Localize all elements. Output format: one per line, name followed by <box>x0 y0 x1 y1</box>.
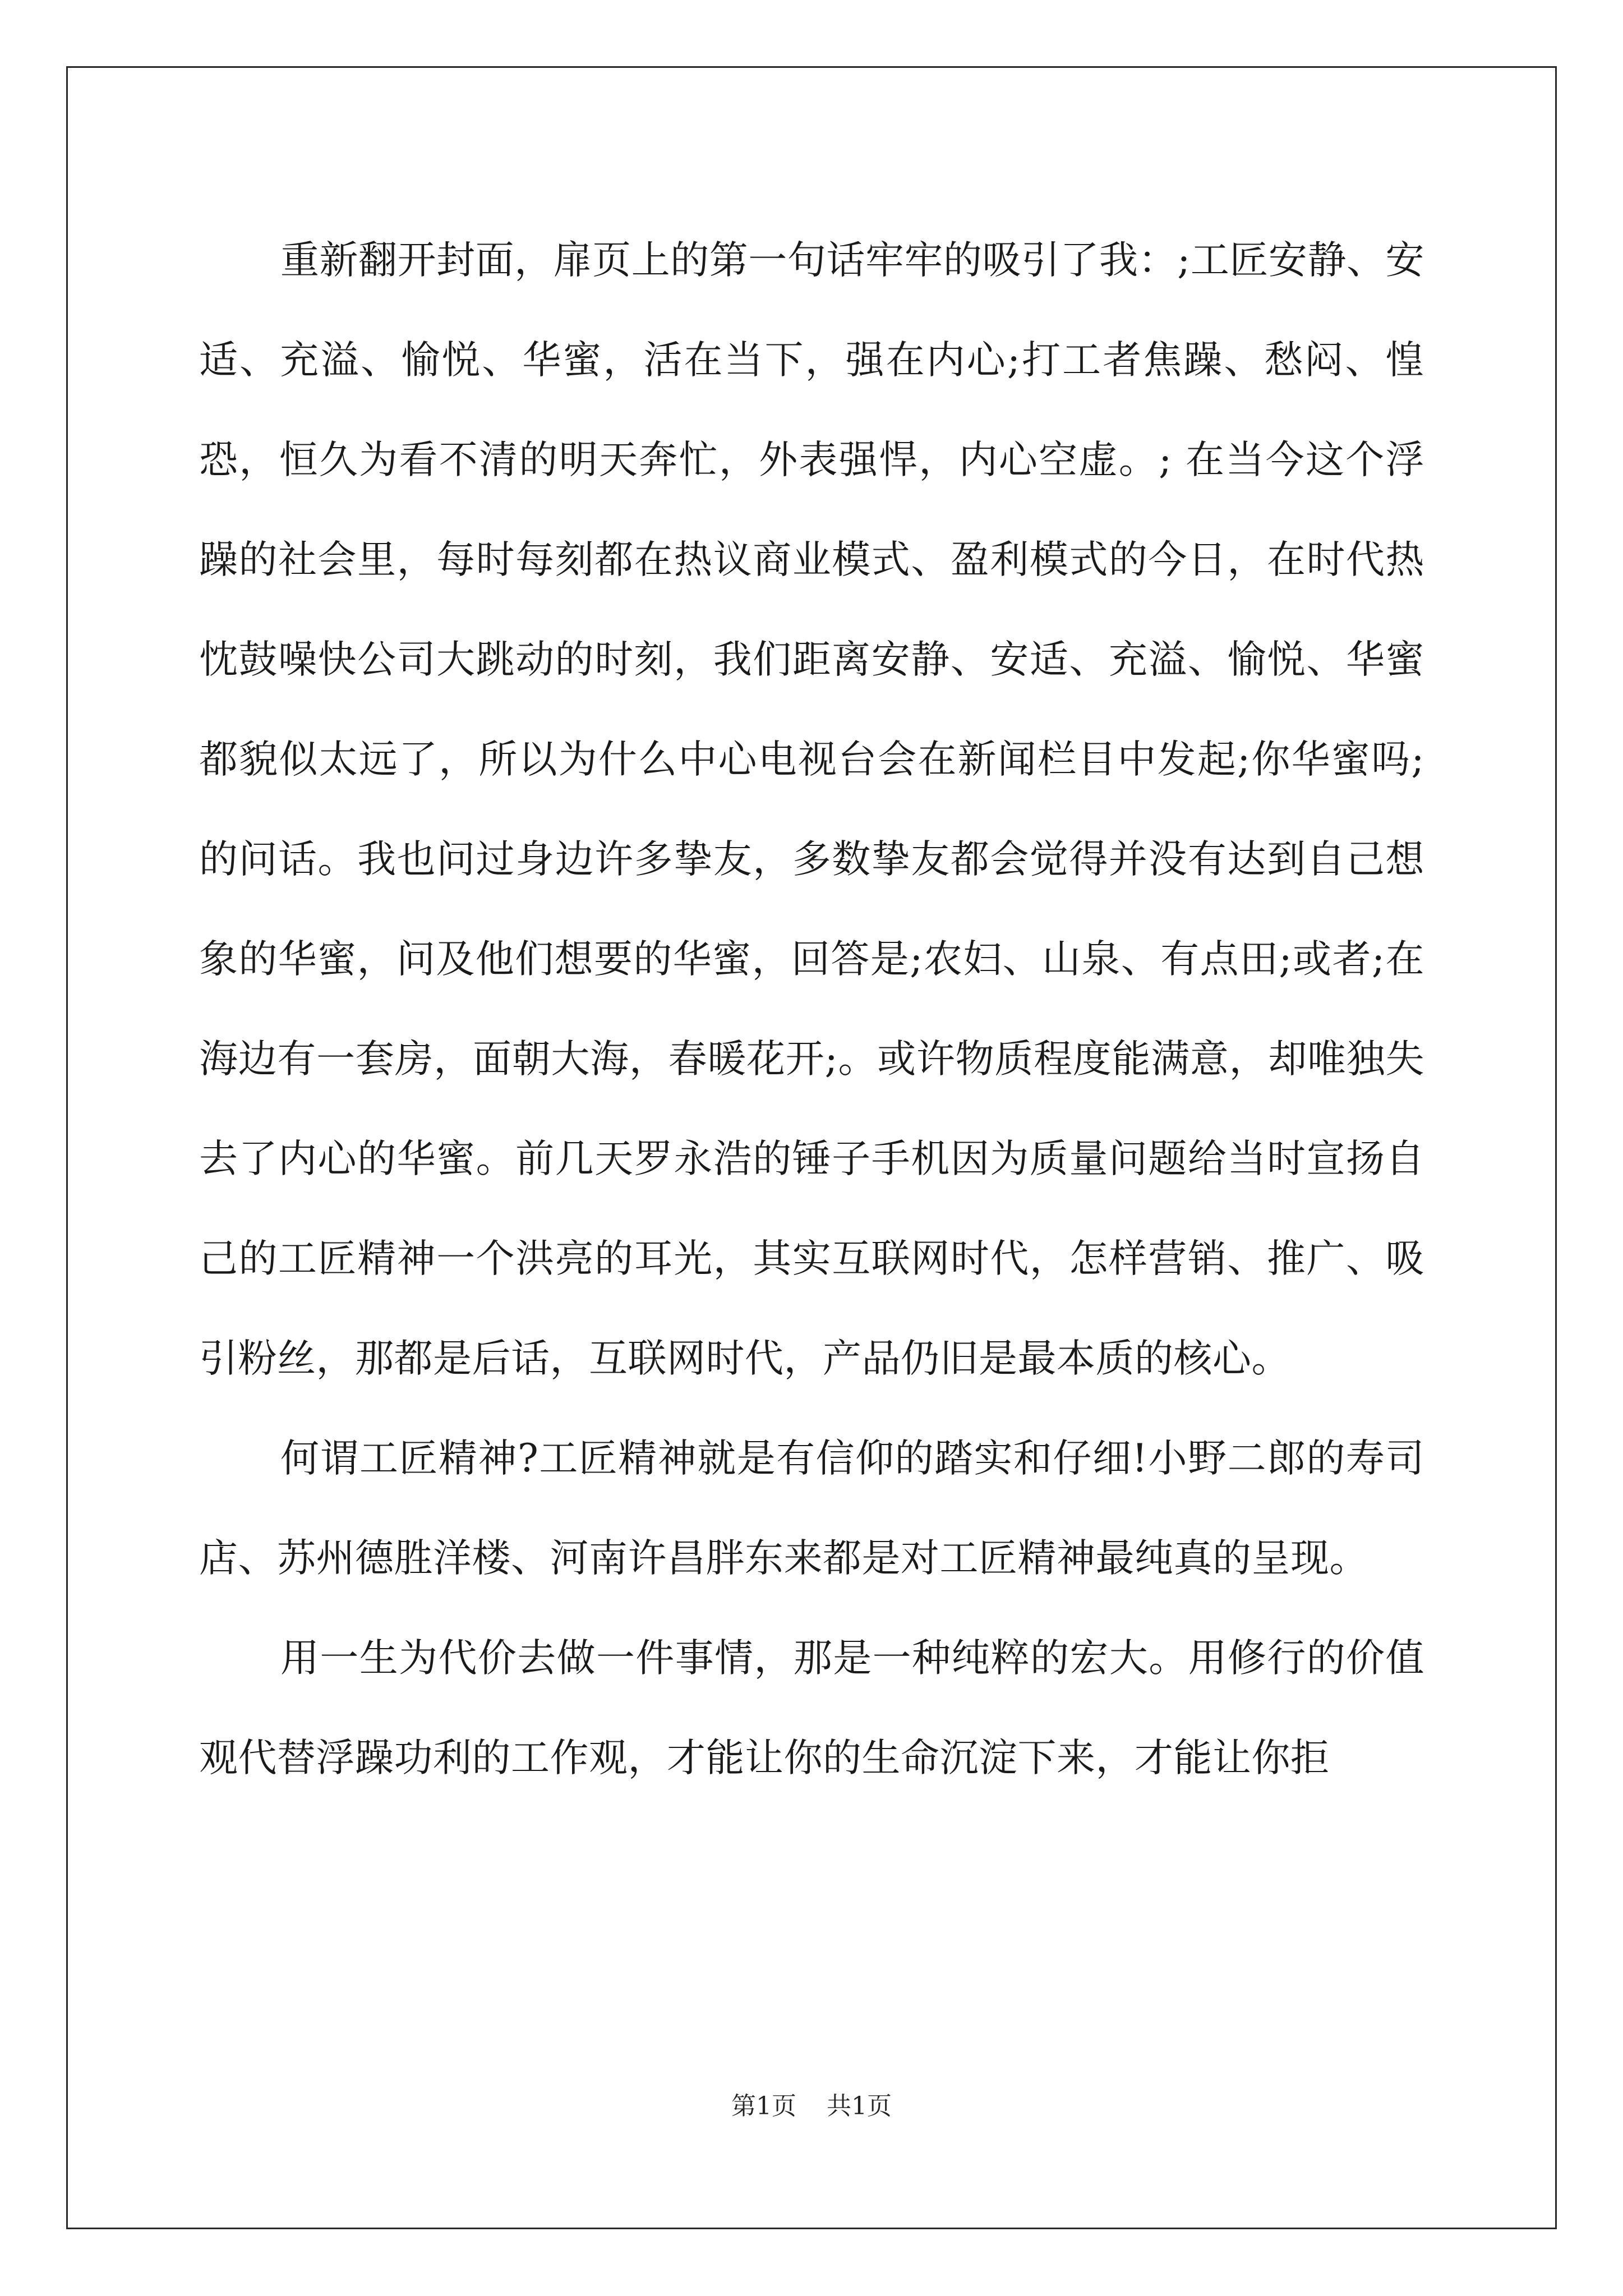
paragraph-1: 重新翻开封面，扉页上的第一句话牢牢的吸引了我：;工匠安静、安适、充溢、愉悦、华蜜，活在当下，强在内心;打工者焦躁、愁闷、惶恐，恒久为看不清的明天奔忙，外表强悍，内心空虚。; 在当今这个浮躁的社会里，每时每刻都在热议商业模式、盈利模式的今日，在时代热忱鼓噪快公司大跳动的时刻，我们距离安静、安适、充溢、愉悦、华蜜都貌似太远了，所以为什么中心电视台会在新闻栏目中发起;你华蜜吗;的问话。我也问过身边许多挚友，多数挚友都会觉得并没有达到自己想象的华蜜，问及他们想要的华蜜，回答是;农妇、山泉、有点田;或者;在海边有一套房，面朝大海，春暖花开;。或许物质程度能满意，却唯独失去了内心的华蜜。前几天罗永浩的锤子手机因为质量问题给当时宣扬自己的工匠精神一个洪亮的耳光，其实互联网时代，怎样营销、推广、吸引粉丝，那都是后话，互联网时代，产品仍旧是最本质的核心。 <box>199 238 1424 1381</box>
paragraph-2: 何谓工匠精神?工匠精神就是有信仰的踏实和仔细!小野二郎的寿司店、苏州德胜洋楼、河南许昌胖东来都是对工匠精神最纯真的呈现。 <box>199 1436 1424 1581</box>
page-number-total: 共1页 <box>827 2092 892 2120</box>
document-body <box>199 210 1424 1808</box>
page-number-current: 第1页 <box>731 2092 796 2120</box>
page-footer <box>0 2090 1623 2123</box>
paragraph-3: 用一生为代价去做一件事情，那是一种纯粹的宏大。用修行的价值观代替浮躁功利的工作观，才能让你的生命沉淀下来，才能让你拒 <box>199 1636 1424 1780</box>
